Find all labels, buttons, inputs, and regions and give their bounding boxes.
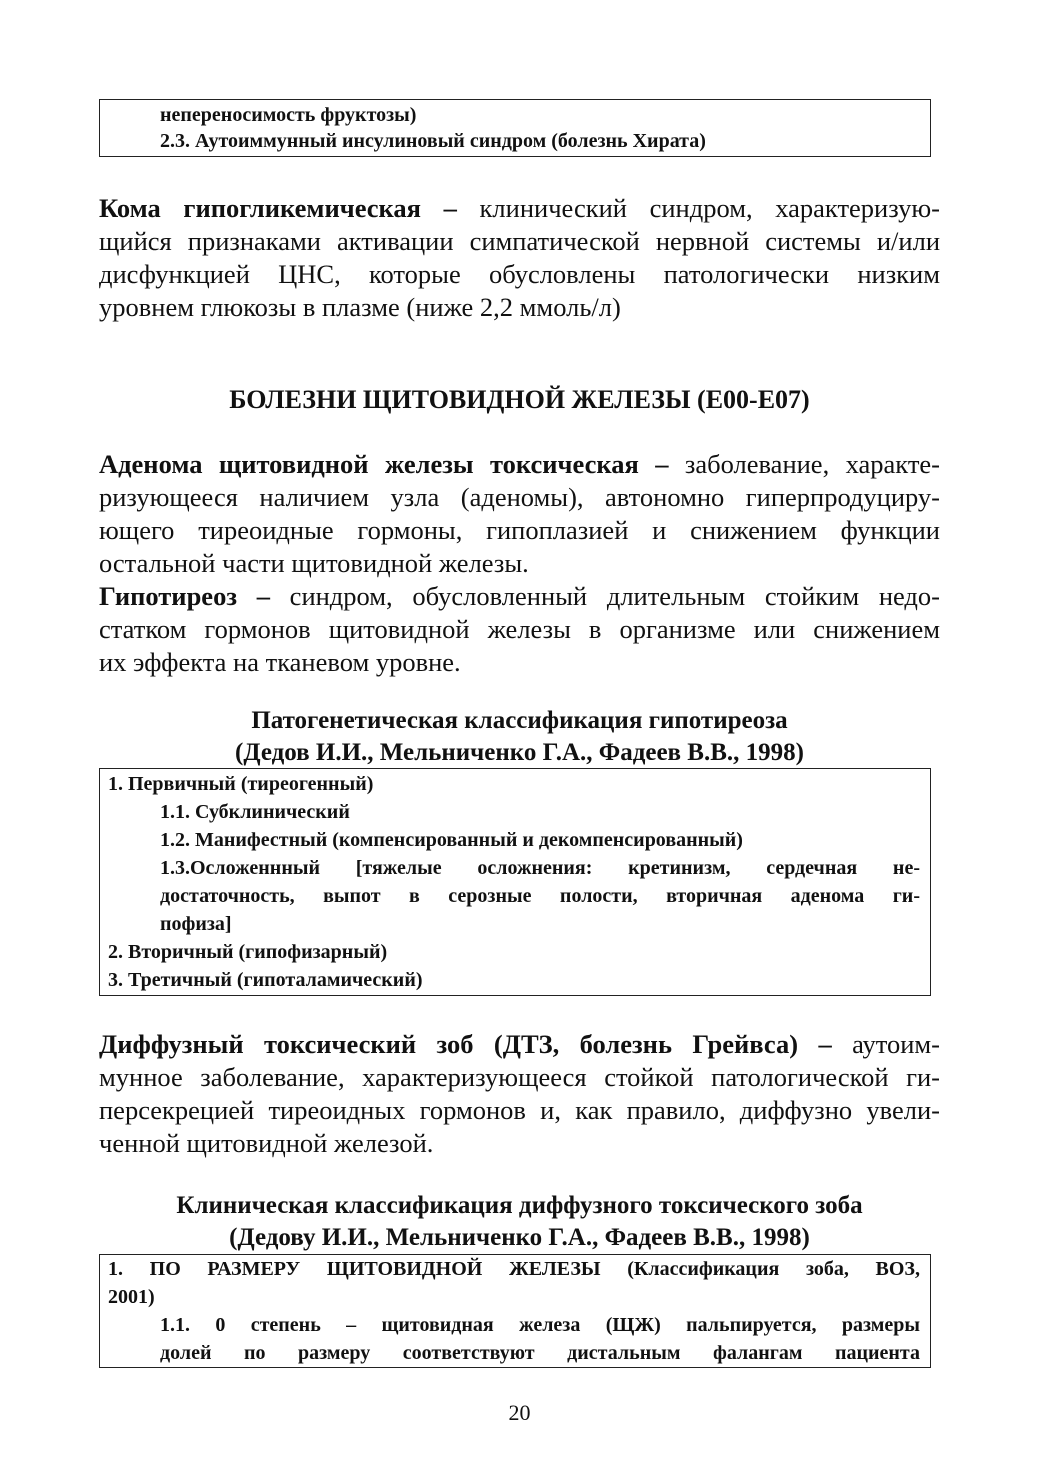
- adenoma-line-4: остальной части щитовидной железы.: [99, 548, 529, 578]
- coma-paragraph: Кома гипогликемическая – клинический синдром, характеризую- щийся признаками активации симпатической нервной системы и/или дисфункцией ЦНС, которые обусловлены патологически низким уровнем глюкозы в плазме (ниже 2,2 ммоль/л): [99, 193, 941, 322]
- dtz-term: Диффузный токсический зоб (ДТЗ, болезнь Грейвса) –: [99, 1029, 832, 1059]
- class1-row-5: достаточность, выпот в серозные полости, вторичная аденома ги-: [160, 885, 920, 907]
- class2-row-1a: 1. ПО РАЗМЕРУ ЩИТОВИДНОЙ ЖЕЛЕЗЫ (Классификация зоба, ВОЗ,: [108, 1258, 920, 1280]
- class1-row-1: 1. Первичный (тиреогенный): [108, 773, 374, 795]
- class1-row-4: 1.3.Осложеннный [тяжелые осложнения: кретинизм, сердечная не-: [160, 857, 920, 879]
- coma-line-2: щийся признаками активации симпатической нервной системы и/или: [99, 226, 940, 256]
- class2-row-2a: 1.1. 0 степень – щитовидная железа (ЩЖ) пальпируется, размеры: [160, 1314, 920, 1336]
- adenoma-term: Аденома щитовидной железы токсическая –: [99, 449, 669, 479]
- class2-row-2b: долей по размеру соответствуют дистальным фалангам пациента: [160, 1342, 920, 1364]
- dtz-line-2: мунное заболевание, характеризующееся стойкой патологической ги-: [99, 1062, 940, 1092]
- coma-term: Кома гипогликемическая –: [99, 193, 457, 223]
- class1-row-8: 3. Третичный (гипоталамический): [108, 969, 423, 991]
- coma-line-4: уровнем глюкозы в плазме (ниже 2,2 ммоль/л): [99, 292, 621, 322]
- dtz-line-3: персекрецией тиреоидных гормонов и, как правило, диффузно увели-: [99, 1095, 940, 1125]
- adenoma-paragraph: Аденома щитовидной железы токсическая – заболевание, характе- ризующееся наличием узла (аденомы), автономно гиперпродуциру- ющего тиреоидные гормоны, гипоплазией и снижением функции остальной части щитовидной железы.: [99, 449, 940, 578]
- class1-row-3: 1.2. Манифестный (компенсированный и декомпенсированный): [160, 829, 743, 851]
- adenoma-line-3: ющего тиреоидные гормоны, гипоплазией и снижением функции: [99, 515, 940, 545]
- classification-2-title-1: Клиническая классификация диффузного токсического зоба: [176, 1192, 863, 1219]
- dtz-paragraph: Диффузный токсический зоб (ДТЗ, болезнь Грейвса) – аутоим- мунное заболевание, характеризующееся стойкой патологической ги- персекрецией тиреоидных гормонов и, как правило, диффузно увели- ченной щитовидной железой.: [99, 1029, 940, 1158]
- section-title: БОЛЕЗНИ ЩИТОВИДНОЙ ЖЕЛЕЗЫ (Е00-Е07): [229, 385, 810, 414]
- class1-row-7: 2. Вторичный (гипофизарный): [108, 941, 388, 963]
- adenoma-line-2: ризующееся наличием узла (аденомы), автономно гиперпродуциру-: [99, 482, 940, 512]
- class1-row-2: 1.1. Субклинический: [160, 801, 350, 823]
- classification-2-box: [99, 1254, 931, 1368]
- hypothyroidism-term: Гипотиреоз –: [99, 581, 270, 611]
- dtz-line-4: ченной щитовидной железой.: [99, 1128, 434, 1158]
- hypothyroidism-paragraph: Гипотиреоз – синдром, обусловленный длительным стойким недо- статком гормонов щитовидной железы в организме или снижением их эффекта на тканевом уровне.: [99, 581, 940, 677]
- top-table-box: [99, 99, 931, 157]
- top-box-line-1: непереносимость фруктозы): [160, 104, 417, 126]
- classification-1-title-2: (Дедов И.И., Мельниченко Г.А., Фадеев В.В., 1998): [235, 739, 804, 766]
- hypothyroidism-line-3: их эффекта на тканевом уровне.: [99, 647, 461, 677]
- classification-2-title-2: (Дедову И.И., Мельниченко Г.А., Фадеев В.В., 1998): [229, 1224, 810, 1251]
- class2-row-1b: 2001): [108, 1286, 155, 1308]
- page-number: 20: [508, 1400, 531, 1425]
- classification-1-title-1: Патогенетическая классификация гипотиреоза: [251, 707, 788, 734]
- coma-line-3: дисфункцией ЦНС, которые обусловлены патологически низким: [99, 259, 940, 289]
- classification-1-box: [99, 768, 931, 996]
- top-box-line-2: 2.3. Аутоиммунный инсулиновый синдром (болезнь Хирата): [160, 130, 706, 152]
- hypothyroidism-line-2: статком гормонов щитовидной железы в организме или снижением: [99, 614, 940, 644]
- class1-row-6: пофиза]: [160, 913, 232, 935]
